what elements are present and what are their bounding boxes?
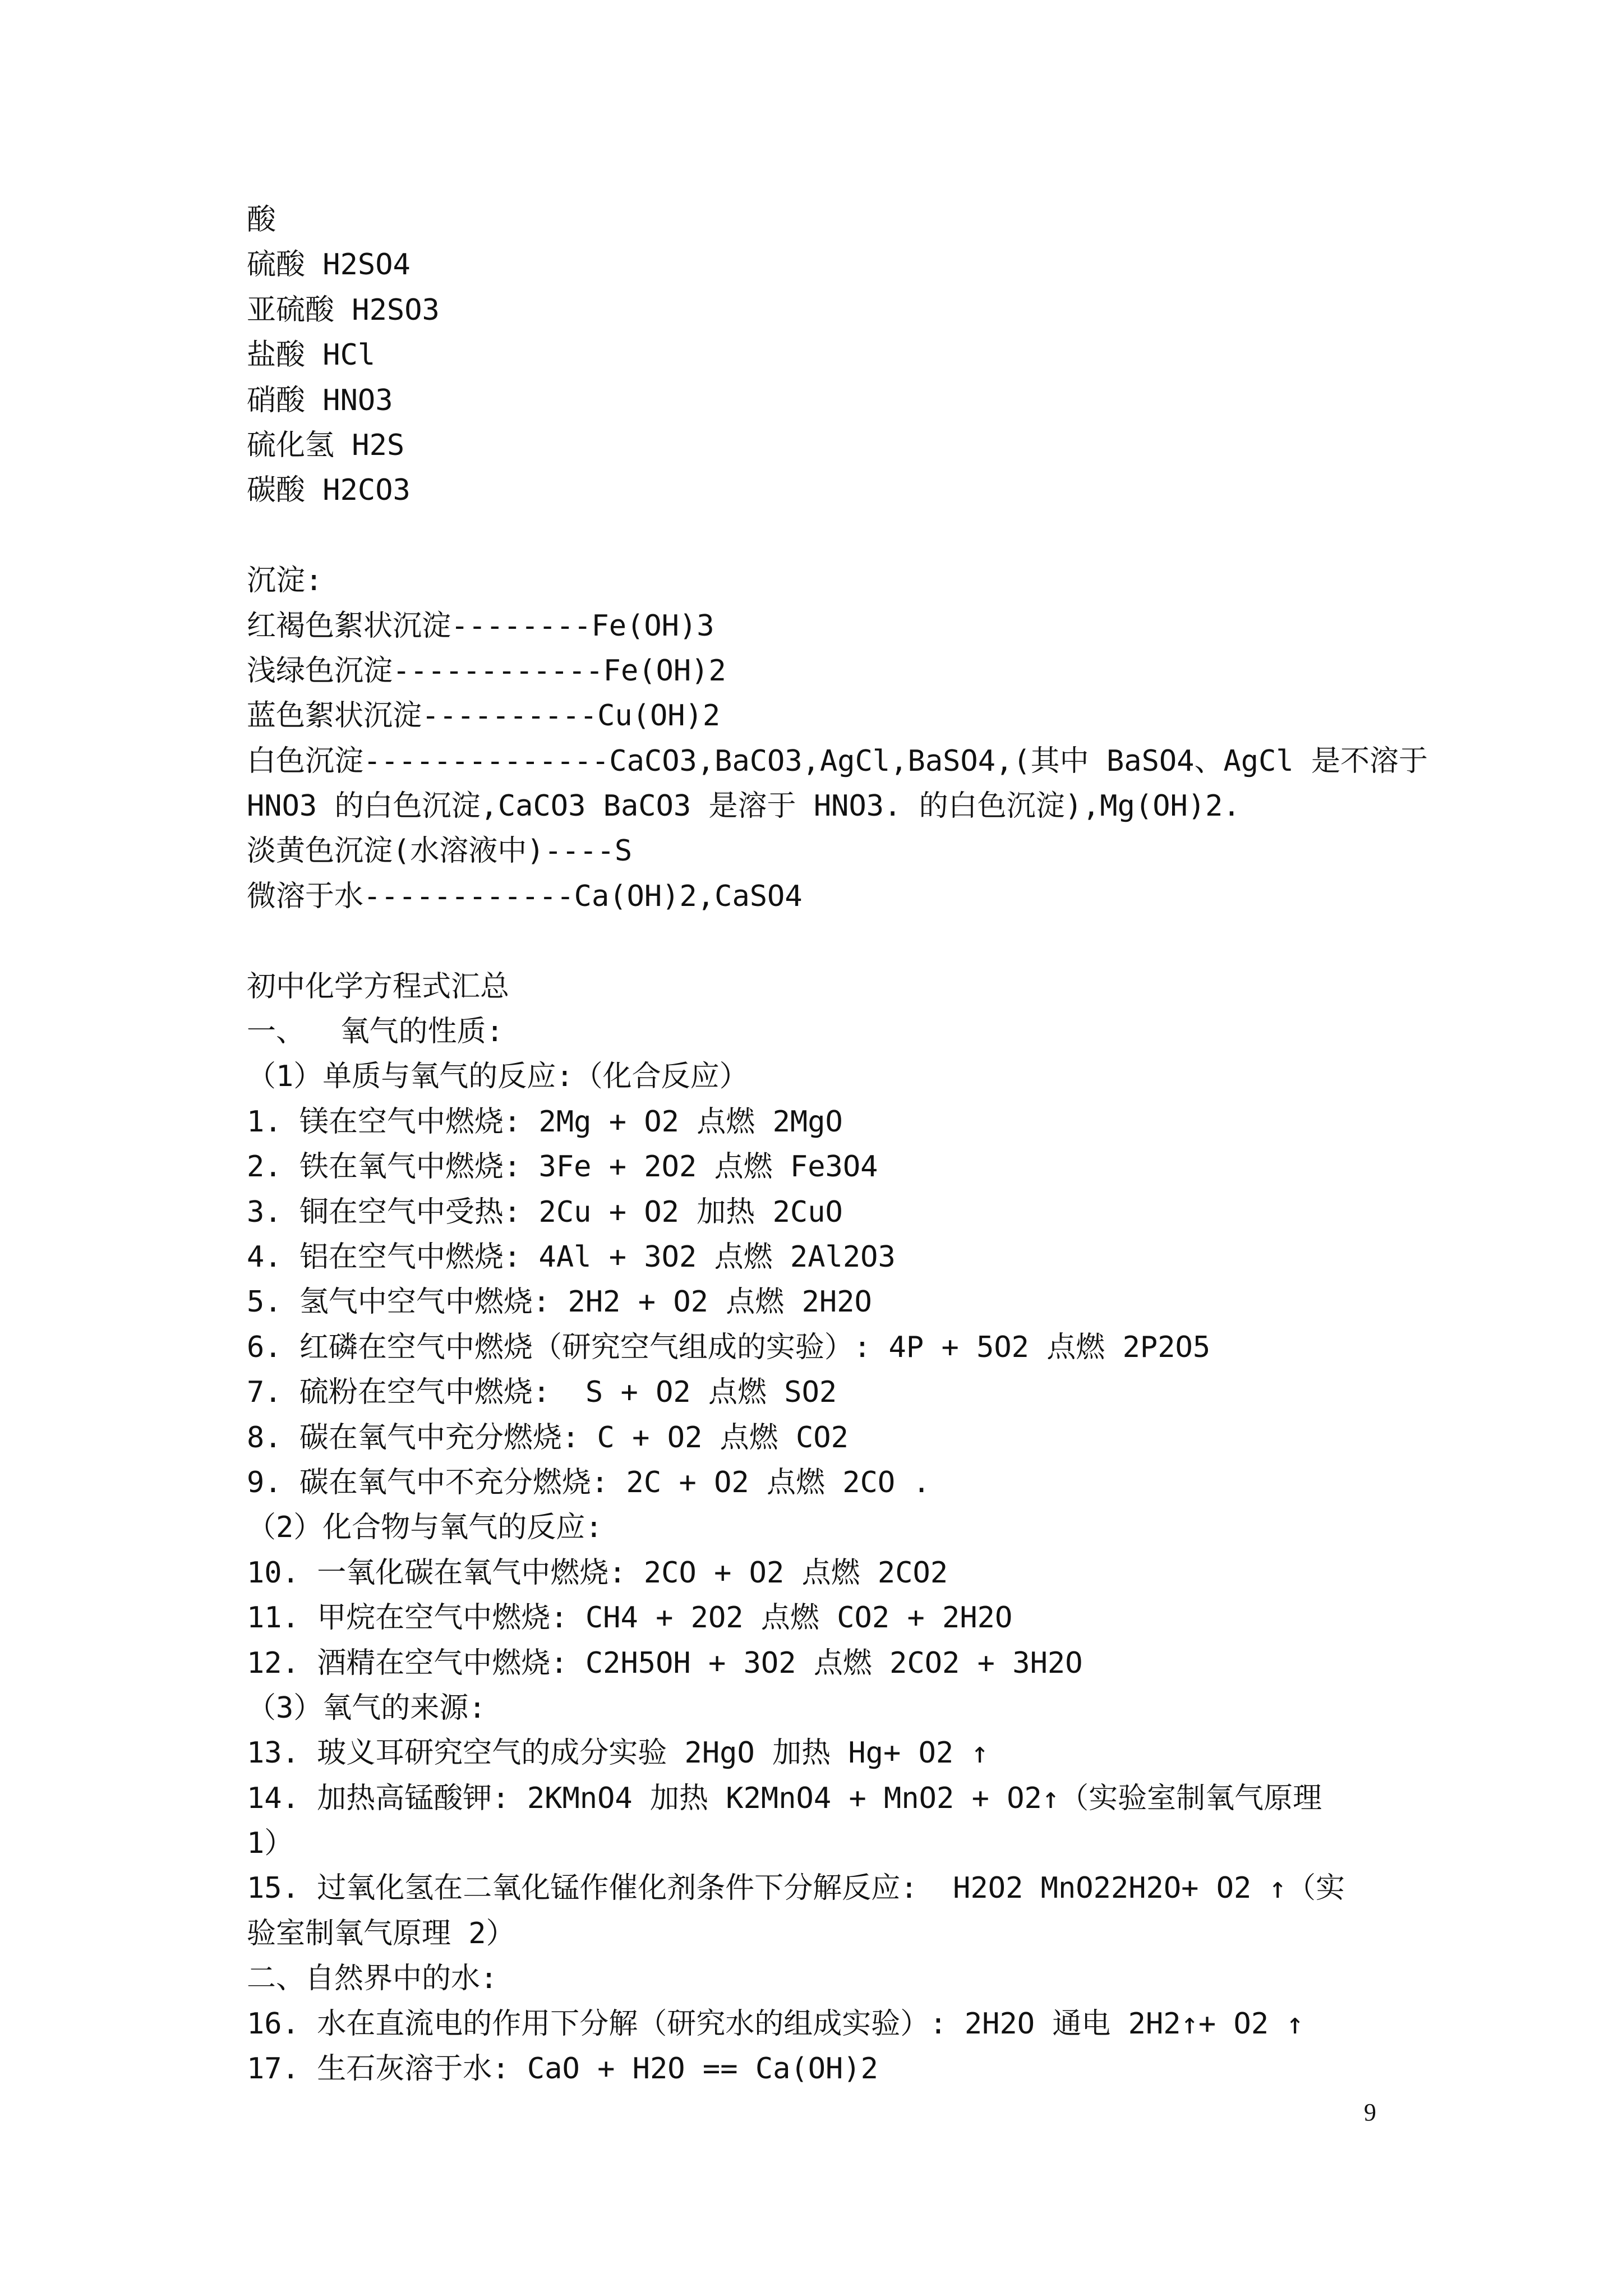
equation-item: 17. 生石灰溶于水: CaO + H2O == Ca(OH)2 <box>247 2052 878 2086</box>
acid-item: 碳酸 H2CO3 <box>247 473 411 508</box>
precipitate-item: 白色沉淀--------------CaCO3,BaCO3,AgCl,BaSO4,(其中 BaSO4、AgCl 是不溶于 <box>247 744 1428 778</box>
spacer <box>247 919 1424 964</box>
equation-item: 13. 玻义耳研究空气的成分实验 2HgO 加热 Hg+ O2 ↑ <box>247 1736 989 1770</box>
page-number: 9 <box>1364 2099 1376 2126</box>
equation-item: 10. 一氧化碳在氧气中燃烧: 2CO + O2 点燃 2CO2 <box>247 1556 948 1590</box>
equation-item: 14. 加热高锰酸钾: 2KMnO4 加热 K2MnO4 + MnO2 + O2↑（实验室制氧气原理 <box>247 1781 1322 1815</box>
section-heading-oxygen: 一、 氧气的性质: <box>247 1015 504 1049</box>
equation-item-continued: 验室制氧气原理 2） <box>247 1916 515 1950</box>
equation-item: 16. 水在直流电的作用下分解（研究水的组成实验）: 2H2O 通电 2H2↑+ O2 ↑ <box>247 2007 1304 2041</box>
equation-item: 5. 氢气中空气中燃烧: 2H2 + O2 点燃 2H2O <box>247 1285 872 1319</box>
precipitate-item: 浅绿色沉淀------------Fe(OH)2 <box>247 654 726 688</box>
document-body <box>247 197 1428 2091</box>
equation-item: 11. 甲烷在空气中燃烧: CH4 + 2O2 点燃 CO2 + 2H2O <box>247 1601 1013 1635</box>
equations-title: 初中化学方程式汇总 <box>247 969 510 1004</box>
precipitate-item: 蓝色絮状沉淀----------Cu(OH)2 <box>247 699 721 733</box>
acid-item: 硫化氢 H2S <box>247 428 405 462</box>
equation-item: 1. 镁在空气中燃烧: 2Mg + O2 点燃 2MgO <box>247 1105 843 1139</box>
precipitates-heading: 沉淀: <box>247 564 323 598</box>
section-heading-water: 二、自然界中的水: <box>247 1962 498 1996</box>
equation-item: 2. 铁在氧气中燃烧: 3Fe + 2O2 点燃 Fe3O4 <box>247 1150 878 1184</box>
equation-item: 7. 硫粉在空气中燃烧: S + O2 点燃 SO2 <box>247 1375 837 1410</box>
equation-item: 15. 过氧化氢在二氧化锰作催化剂条件下分解反应: H2O2 MnO22H2O+ O2 ↑（实 <box>247 1871 1345 1906</box>
acid-item: 盐酸 HCl <box>247 338 376 372</box>
precipitate-item: 红褐色絮状沉淀--------Fe(OH)3 <box>247 609 714 643</box>
precipitate-item: 淡黄色沉淀(水溶液中)----S <box>247 834 633 868</box>
precipitate-item-continued: HNO3 的白色沉淀,CaCO3 BaCO3 是溶于 HNO3. 的白色沉淀),Mg(OH)2. <box>247 789 1241 823</box>
acid-item: 硫酸 H2SO4 <box>247 248 411 282</box>
subsection-heading: （3）氧气的来源: <box>247 1691 486 1725</box>
acid-item: 亚硫酸 H2SO3 <box>247 293 440 327</box>
acids-heading: 酸 <box>247 203 276 237</box>
equation-item-continued: 1） <box>247 1826 294 1861</box>
equation-item: 8. 碳在氧气中充分燃烧: C + O2 点燃 CO2 <box>247 1420 849 1455</box>
subsection-heading: （2）化合物与氧气的反应: <box>247 1511 603 1545</box>
spacer <box>247 513 1424 558</box>
precipitate-item: 微溶于水------------Ca(OH)2,CaSO4 <box>247 879 803 913</box>
acid-item: 硝酸 HNO3 <box>247 383 393 417</box>
equation-item: 6. 红磷在空气中燃烧（研究空气组成的实验）: 4P + 5O2 点燃 2P2O5 <box>247 1330 1211 1364</box>
equation-item: 3. 铜在空气中受热: 2Cu + O2 加热 2CuO <box>247 1195 843 1229</box>
subsection-heading: （1）单质与氧气的反应:（化合反应） <box>247 1060 749 1094</box>
equation-item: 12. 酒精在空气中燃烧: C2H5OH + 3O2 点燃 2CO2 + 3H2O <box>247 1646 1083 1680</box>
equation-item: 4. 铝在空气中燃烧: 4Al + 3O2 点燃 2Al2O3 <box>247 1240 896 1274</box>
equation-item: 9. 碳在氧气中不充分燃烧: 2C + O2 点燃 2CO . <box>247 1465 930 1499</box>
